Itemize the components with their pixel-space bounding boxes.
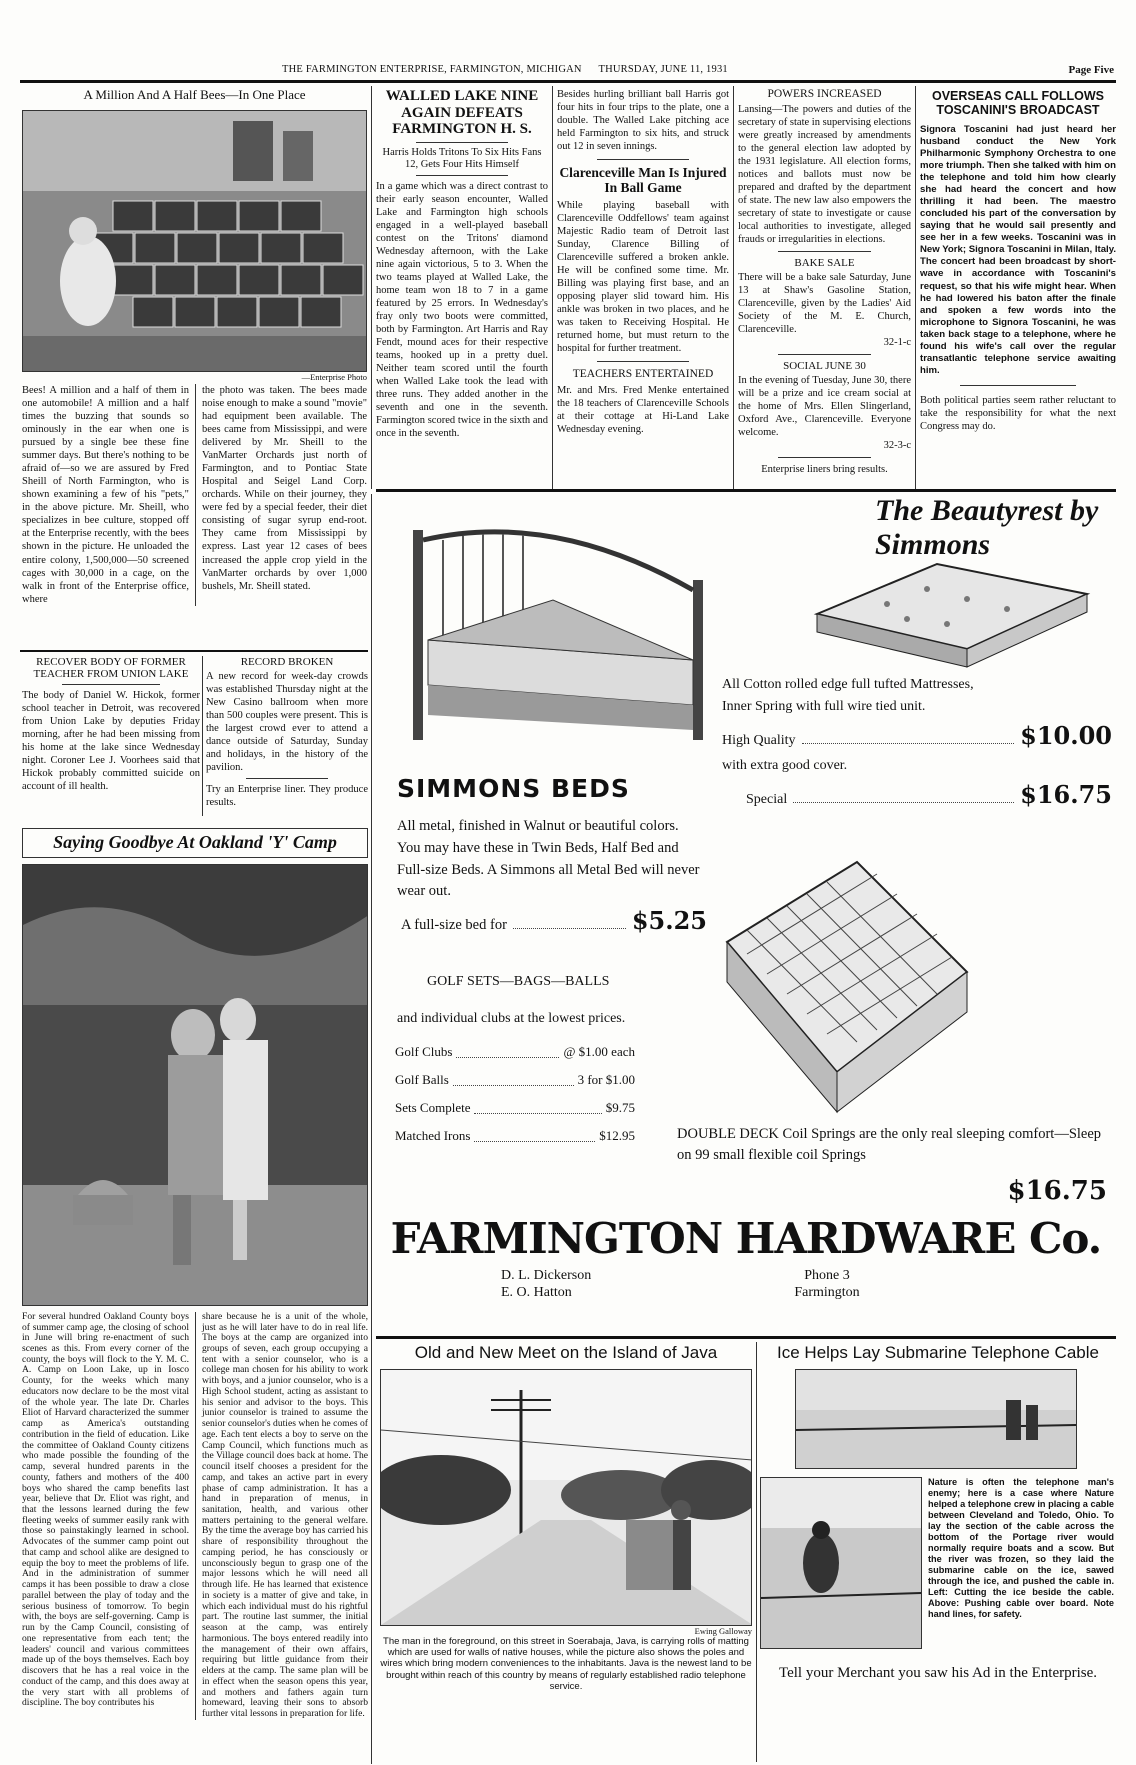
powers-text: Lansing—The powers and duties of the secretary of state in supervising elections were greatly increased by amendments to the general election law adopted by the 1931 legislature. All election forms, notices and ballots must now be prepared and drafted by the department of state. The new law also empowers the secretary of state to investigate or cause local authorities to investigate, alleged frauds or irregularities in elections. xyxy=(738,103,911,245)
powers-headline: POWERS INCREASED xyxy=(767,88,882,100)
column-divider xyxy=(733,86,734,489)
goodbye-text-col1: For several hundred Oakland County boys of summer camp age, the closing of school in June will bring re-enactment of such scenes as this. From every corner of the county, the boys will flock to the Y. M. C. A. Camp on Loon Lake, up in Iosco County, for the weeks which many educators now declare to be the most vital of the whole year. The late Dr. Charles Eliot of Harvard characterized the summer camp as America's outstanding contribution in the field of education. Like the committee of Oakland County citizens who made possible the founding of the camp, several hundred parents in the county, fathers and mothers of the 400 boys who shared the camp benefits last year, believe that Dr. Eliot was right, and that the lessons learned during the few fleeting weeks of summer easily rank with those so painstakingly learned in school. Advocates of the summer camp point out that camp and school alike are designed to equip the boy to meet the problems of life. And in the administration of summer camps it has been possible to draw a close parallel between the play of today and the serious business of tomorrow. To begin with, the boys are self-governing. Camp is run by the Camp Council, consisting of one representative from each tent; the leaders' council and various committees made up of the boys themselves. Each boy discovers that he has a real voice in the conduct of the camp, and this does away at the very start with all problems of discipline. The boy contributes his xyxy=(22,1310,189,1709)
fullsize-row xyxy=(397,903,707,939)
special-row xyxy=(722,776,1112,813)
toscanini-headline: OVERSEAS CALL FOLLOWS TOSCANINI'S BROADCAST xyxy=(932,89,1104,117)
golf-item-price: 3 for $1.00 xyxy=(577,1072,635,1087)
rule xyxy=(778,354,871,355)
recover-text: The body of Daniel W. Hickok, former school teacher in Detroit, was recovered from Union Lake by deputies Friday morning, after he had been missing from his home at the lake since Wednesday night. Coroner Lee J. Voorhees said that Hickok probably committed suicide on account of ill health. xyxy=(22,690,200,793)
walled-lake-story xyxy=(376,88,548,440)
merchant-footer: Tell your Merchant you saw his Ad in the Enterprise. xyxy=(778,1664,1098,1681)
java-headline: Old and New Meet on the Island of Java xyxy=(414,1343,718,1362)
simmons-line-4: wear out. xyxy=(397,883,451,900)
coil-springs-illustration xyxy=(707,842,977,1122)
golf-item-label: Golf Clubs xyxy=(395,1044,453,1059)
java-caption: The man in the foreground, on this street in Soerabaja, Java, is carrying rolls of matting which are used for walls of native houses, while the picture also shows the poles and wires which bring modern conveniences to the inhabitants. Java is the newest land to be brought within reach of this country by means of regularly established radio telephone service. xyxy=(380,1635,752,1693)
harris-text: Besides hurling brilliant ball Harris got four hits in four trips to the plate, one a double. The Walled Lake pitching ace held Farmington to six hits, and struck out 12 in seven innings. xyxy=(557,89,729,153)
dot-leader xyxy=(802,743,1015,744)
clarenceville-text: While playing baseball with Clarenceville Oddfellows' team against Majestic Radio team of Detroit last Sunday, Clarence Billing of Clarenceville suffered a broken ankle. He will be confined some time. Mr. Billing was playing first base, and an opposing player slid toward him. His ankle was broken in two places, and he was taken to Receiving Hospital. He returned home, but must return to the hospital for further treatment. xyxy=(557,199,729,354)
special-price: $16.75 xyxy=(1020,780,1112,810)
special-label: Special xyxy=(746,792,788,808)
simmons-line-1: All metal, finished in Walnut or beautiful colors. xyxy=(397,818,679,834)
mattress-copy xyxy=(722,674,1112,813)
bees-text-col2: the photo was taken. The bees made noise enough to make a sound "movie" had equipment been available. The bees came from Mississippi, and were delivered by Mr. Sheill to the VanMarter Orchards just north of Farmington, and to Pontiac State Hospital and Seigel Land Corp. orchards. While on their journey, they were fed by a special feeder, their diet consisting of sugar syrup end-root. They came from Mississippi by express. Last year 12 cases of bees increased the apple crop yield in the VanMarter orchards by over 1,000 bushels, Mr. Sheill stated. xyxy=(201,385,367,592)
column-divider xyxy=(202,656,203,816)
goodbye-text-col2: share because he is a unit of the whole, just as he will later have to do in real life. The boys at the camp are organized into groups of seven, each group occupying a tent with a senior counselor, who is a college man chosen for his ability to work with boys, and a junior counselor, who is a High School student, acting as assistant to his senior and advisor to the boys. This junior counselor is trained to assume the senior counselor's duties when he comes of age. Each tent elects a boy to serve on the Camp Council, which functions much as the Village council does back at home. The council itself chooses a president for the camp, and takes an active part in every phase of camp administration. It has a hand in preparation of menus, in sanitation, health, and various other matters pertaining to the general welfare. By the time the average boy has carried his share of responsibility throughout the camping period, he has consciously or unconsciously begun to grasp one of the major lessons which he will need all through life. He has learned that existence in society is a matter of give and take, in which each individual must do his rightful part. The routine last summer, the initial season at the camp, was entirely harmonious. The boys entered readily into the management of their own affairs, requiring but little guidance from their elders at the camp. The same plan will be in effect when the season opens this year, and mothers and fathers again turn homeward, leaving their sons to absorb further vital lessons in preparation for life. xyxy=(201,1310,368,1719)
goodbye-photo xyxy=(22,864,368,1306)
extra-cover: with extra good cover. xyxy=(722,757,848,773)
column-three xyxy=(557,88,729,436)
ad-top-rule xyxy=(376,489,1116,492)
java-photo-art xyxy=(381,1370,752,1625)
liners-note: Enterprise liners bring results. xyxy=(761,464,888,476)
java-photo xyxy=(380,1369,752,1626)
dot-leader xyxy=(474,1122,595,1142)
bees-headline: A Million And A Half Bees—In One Place xyxy=(83,87,306,102)
simmons-line-3: Full-size Beds. A Simmons all Metal Bed will never xyxy=(397,861,700,878)
rule xyxy=(597,159,689,160)
walled-lake-text: In a game which was a direct contrast to their early season encounter, Walled Lake and Farmington high schools engaged in a well-played baseball contest on the Tritons' diamond Wednesday afternoon, with the Lake nine again victorious, 5 to 3. When the two teams played at Walled Lake, the home team won 18 to 7 in a game featured by 25 errors. In Wednesday's fray only two boots were committed, both by Farmington. Art Harris and Ray Fendt, mound aces for their respective teams, hooked up in a pretty duel. Neither team scored until the fourth when Walled Lake took the lead with three runs. They added another in the seventh and one in the seventh. Farmington scored twice in the sixth and once in the seventh. xyxy=(376,180,548,439)
golf-title: GOLF SETS—BAGS—BALLS xyxy=(427,974,610,989)
dot-leader xyxy=(474,1094,601,1114)
fullsize-price: $5.25 xyxy=(631,906,707,935)
owner-2: E. O. Hatton xyxy=(501,1284,572,1300)
section-rule xyxy=(20,650,368,652)
teachers-headline: TEACHERS ENTERTAINED xyxy=(572,367,714,380)
goodbye-columns xyxy=(22,1312,368,1720)
store-owners xyxy=(501,1268,701,1302)
bees-photo xyxy=(22,110,367,372)
rule xyxy=(246,778,328,779)
bees-photo-art xyxy=(23,111,367,371)
record-liner: Try an Enterprise liner. They produce results. xyxy=(206,784,368,809)
golf-item-label: Matched Irons xyxy=(395,1128,471,1143)
teachers-text: Mr. and Mrs. Fred Menke entertained the 18 teachers of Clarenceville Schools at their cottage at Hi-Land Lake Wednesday evening. xyxy=(557,384,729,435)
golf-item xyxy=(395,1094,635,1122)
store-phone: Phone 3 xyxy=(804,1268,850,1283)
high-quality-price: $10.00 xyxy=(1020,721,1112,751)
column-divider xyxy=(371,86,372,489)
column-divider xyxy=(195,1312,196,1720)
social-headline: SOCIAL JUNE 30 xyxy=(783,360,866,372)
golf-item-price: $12.95 xyxy=(599,1128,635,1143)
record-text: A new record for week-day crowds was established Thursday night at the New Casino ballroom when more than 500 couples were present. This is the largest crowd ever to attend a dance outside of Saturday, Sunday and holidays, in the history of the pavilion. xyxy=(206,671,368,774)
bees-story xyxy=(22,88,367,606)
cable-lower xyxy=(760,1477,1116,1649)
golf-item-price: $9.75 xyxy=(605,1100,635,1115)
golf-item-price: @ $1.00 each xyxy=(563,1044,635,1059)
store-name: FARMINGTON HARDWARE Co. xyxy=(390,1214,1102,1263)
cable-caption: Nature is often the telephone man's enemy; here is a case where Nature helped a telephone crew in placing a cable between Cleveland and Toledo, Ohio. To lay the section of the cable across the bottom of the Portage river would normally require boats and a scow. But the river was frozen, so they laid the submarine cable on the ice, sawed through the ice, and pushed the cable in. Left: Cutting the ice beside the cable. Above: Pushing cable over board. Note hand lines, for safety. xyxy=(928,1476,1114,1620)
bed-illustration xyxy=(393,520,733,740)
java-story xyxy=(380,1344,752,1693)
cable-headline: Ice Helps Lay Submarine Telephone Cable xyxy=(777,1343,1099,1362)
rule xyxy=(778,251,871,252)
java-photo-credit: Ewing Galloway xyxy=(694,1625,752,1636)
record-headline: RECORD BROKEN xyxy=(240,656,334,668)
golf-list xyxy=(395,1038,635,1150)
header-rule xyxy=(20,80,1116,83)
rule xyxy=(416,142,508,143)
political-note: Both political parties seem rather reluctant to take the responsibility for what the next Congress may do. xyxy=(920,395,1116,433)
rule xyxy=(778,457,871,458)
column-four xyxy=(738,88,911,476)
cable-story xyxy=(760,1344,1116,1682)
springs-copy: DOUBLE DECK Coil Springs are the only real sleeping comfort—Sleep on 99 small flexible coil Springs xyxy=(677,1126,1102,1164)
rule xyxy=(597,361,689,362)
golf-item-label: Sets Complete xyxy=(395,1100,471,1115)
recover-story xyxy=(22,656,200,793)
goodbye-photo-art xyxy=(23,865,368,1305)
issue-date: THURSDAY, JUNE 11, 1931 xyxy=(598,64,728,75)
bees-text-col1: Bees! A million and a half of them in one automobile! A million and a half times the buzzing that sounds so ominously in the ear when one is pursued by a single bee these fine summer days. But there's nothing to be afraid of—so we are assured by Fred Sheill of North Farmington, who is shown examining a few of his "pets," in the above picture. Mr. Sheill, who specializes in bee culture, stopped off at the Enterprise recently, with the bees shown in the picture. He unloaded the entire colony, 1,500,000—50 screened cages with 30,000 in a cage, on the walk in front of the Enterprise office, where xyxy=(22,385,189,605)
toscanini-text: Signora Toscanini had just heard her husband conduct the New York Philharmonic Symphony Orchestra to one more triumph. Then she talked with him on the telephone and told him how clearly she had heard the concert and how thrilling it had been. The maestro concluded his part of the conversation by saying that he would sail presently and see her in a few weeks. Toscanini was in New York; Signora Toscanini in Milan, Italy. The concert had been broadcast by short-wave in accordance with Toscanini's request, so that his wife might hear. When he had lowered his baton after the finale and spoken a few words into the microphone to Signora Toscanini, he was taken back stage to a telephone, where he found his wife's call over the regular transatlantic telephone service awaiting him. xyxy=(920,123,1116,377)
golf-subtitle: and individual clubs at the lowest prices. xyxy=(397,1011,626,1026)
high-quality-label: High Quality xyxy=(722,733,796,749)
page-number: Page Five xyxy=(1068,64,1114,76)
column-divider xyxy=(756,1342,757,1762)
simmons-copy xyxy=(397,816,707,939)
bake-sale-text: There will be a bake sale Saturday, June 13 at Shaw's Gasoline Station, Clarenceville, given by the Ladies' Aid Society of the M. E. Church, Clarenceville. xyxy=(738,271,911,335)
walled-lake-subhead: Harris Holds Tritons To Six Hits Fans 12, Gets Four Hits Himself xyxy=(382,146,542,170)
toscanini-story xyxy=(920,90,1116,433)
golf-item-label: Golf Balls xyxy=(395,1072,449,1087)
column-divider xyxy=(552,86,553,489)
column-divider xyxy=(915,86,916,489)
bake-sale-headline: BAKE SALE xyxy=(794,256,855,269)
cable-photo-left xyxy=(760,1477,922,1649)
goodbye-headline: Saying Goodbye At Oakland 'Y' Camp xyxy=(22,828,368,858)
hardware-ad xyxy=(377,496,1115,1326)
owner-1: D. L. Dickerson xyxy=(501,1268,592,1283)
store-contact xyxy=(747,1268,907,1302)
beautyrest-title: The Beautyrest by Simmons xyxy=(875,494,1099,561)
fullsize-label: A full-size bed for xyxy=(401,917,507,933)
golf-item xyxy=(395,1038,635,1066)
dot-leader xyxy=(793,802,1014,803)
social-text: In the evening of Tuesday, June 30, there will be a prize and ice cream social at the home of Mrs. Ellen Slingerland, Oxford Ave., Clarenceville. Everyone welcome. xyxy=(738,375,911,439)
bake-sale-code: 32-1-c xyxy=(883,336,911,348)
cable-photo-top-art xyxy=(796,1370,1076,1468)
bees-photo-credit: —Enterprise Photo xyxy=(301,372,367,383)
mattress-line-2: Inner Spring with full wire tied unit. xyxy=(722,698,926,714)
bees-columns xyxy=(22,384,367,605)
record-story xyxy=(206,656,368,809)
masthead-line xyxy=(282,64,728,75)
masthead: THE FARMINGTON ENTERPRISE, FARMINGTON, MICHIGAN xyxy=(282,64,582,75)
rule xyxy=(416,175,508,176)
dot-leader xyxy=(513,928,626,929)
walled-lake-headline: WALLED LAKE NINE AGAIN DEFEATS FARMINGTON H. S. xyxy=(385,88,539,137)
recover-headline: RECOVER BODY OF FORMER TEACHER FROM UNION LAKE xyxy=(33,656,189,681)
rule xyxy=(960,385,1076,386)
cable-photo-top xyxy=(795,1369,1077,1469)
golf-item xyxy=(395,1066,635,1094)
section-divider xyxy=(371,494,372,1764)
clarenceville-headline: Clarenceville Man Is Injured In Ball Game xyxy=(559,165,727,195)
store-town: Farmington xyxy=(794,1284,860,1300)
social-code: 32-3-c xyxy=(883,440,911,452)
high-quality-row xyxy=(722,717,1112,754)
springs-price: $16.75 xyxy=(1007,1176,1107,1206)
goodbye-story xyxy=(22,828,368,1720)
golf-item xyxy=(395,1122,635,1150)
mattress-illustration xyxy=(797,554,1097,674)
dot-leader xyxy=(456,1038,559,1058)
ad-bottom-rule xyxy=(376,1336,1116,1339)
rule xyxy=(62,684,160,685)
mattress-line-1: All Cotton rolled edge full tufted Mattresses, xyxy=(722,677,974,692)
dot-leader xyxy=(453,1066,574,1086)
simmons-beds-title: SIMMONS BEDS xyxy=(397,774,630,803)
simmons-line-2: You may have these in Twin Beds, Half Bed and xyxy=(397,839,679,856)
cable-photo-left-art xyxy=(761,1478,921,1648)
column-divider xyxy=(195,384,196,605)
